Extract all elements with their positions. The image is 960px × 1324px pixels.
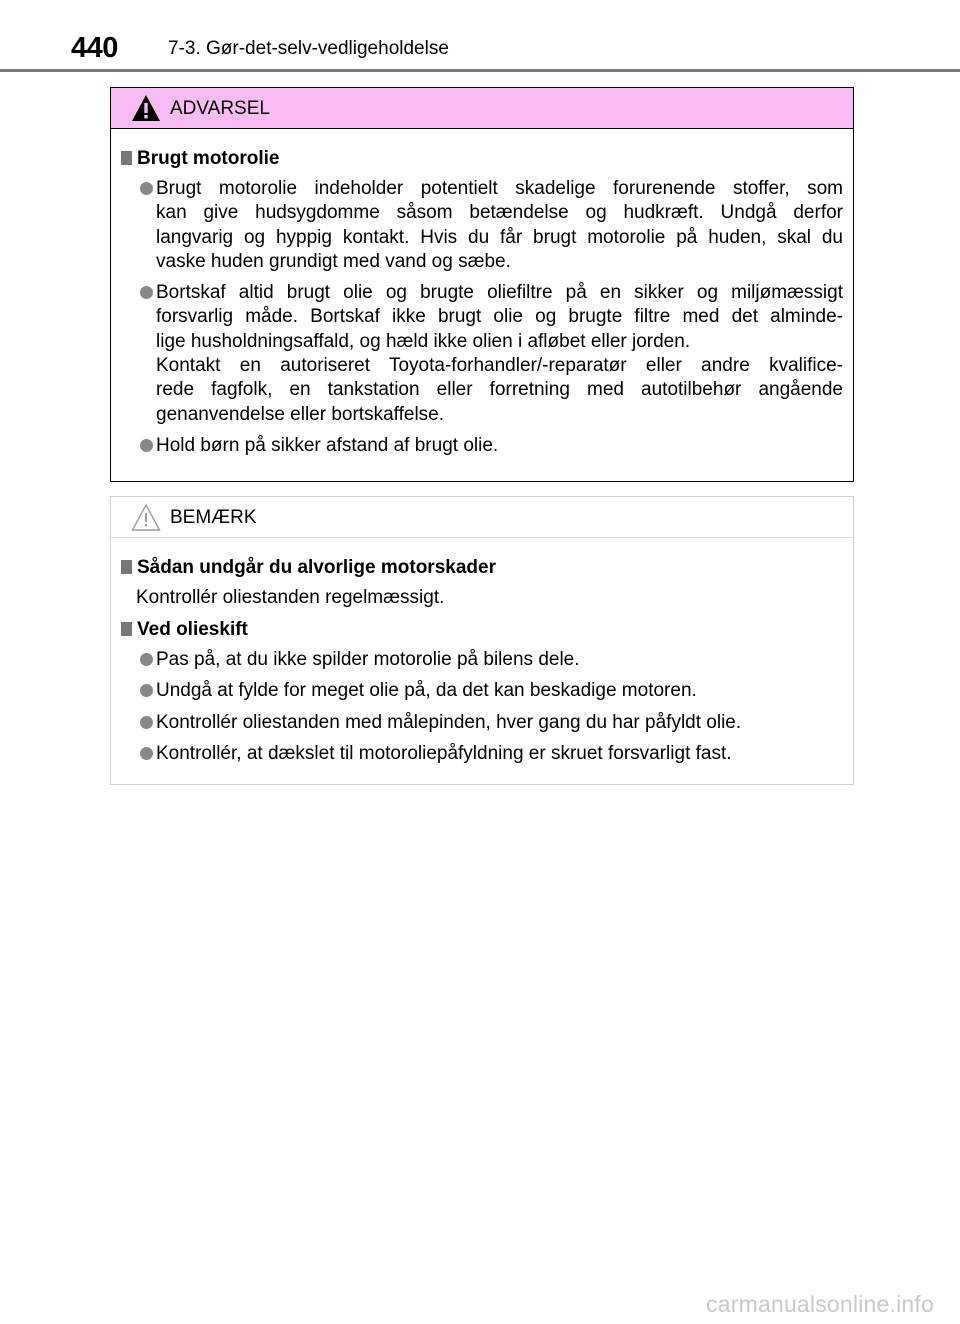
- circle-bullet-icon: [140, 684, 153, 697]
- text-line: Pas på, at du ikke spilder motorolie på bilens dele.: [156, 649, 580, 670]
- warning-heading: [121, 147, 843, 171]
- text-line: vaske huden grundigt med vand og sæbe.: [156, 250, 511, 272]
- header-rule: [0, 69, 960, 72]
- circle-bullet-icon: [140, 747, 153, 760]
- warning-body: [111, 129, 853, 458]
- notice-bullet: [121, 648, 843, 672]
- notice-box: [110, 496, 854, 785]
- notice-bullet: [121, 679, 843, 703]
- text-line: genanvendelse eller bortskaffelse.: [156, 403, 445, 425]
- text-line: langvarig og hyppig kontakt. Hvis du får brugt motorolie på huden, skal du: [156, 226, 843, 248]
- square-bullet-icon: [121, 622, 132, 636]
- warning-box: [110, 87, 854, 482]
- warning-heading-text: Brugt motorolie: [137, 148, 280, 169]
- text-line: Brugt motorolie indeholder potentielt skadelige forurenende stoffer, som: [156, 178, 843, 199]
- notice-label: BEMÆRK: [170, 507, 257, 528]
- text-line: forsvarlig måde. Bortskaf ikke brugt olie og brugte filtre med det alminde-: [156, 306, 843, 328]
- caution-outline-triangle-icon: [131, 503, 161, 531]
- notice-body: [111, 538, 853, 766]
- text-line: lige husholdningsaffald, og hæld ikke olien i afløbet eller jorden.: [156, 330, 691, 352]
- warning-bullet: [121, 434, 843, 458]
- notice-heading-text: Sådan undgår du alvorlige motorskader: [137, 557, 496, 578]
- text-line: Kontrollér, at dækslet til motoroliepåfyldning er skruet forsvarligt fast.: [156, 742, 732, 764]
- notice-heading-text: Ved olieskift: [137, 619, 248, 640]
- circle-bullet-icon: [140, 716, 153, 729]
- notice-header: [111, 497, 853, 538]
- warning-bullet: [121, 281, 843, 427]
- page-header: [0, 0, 960, 72]
- notice-bullet: [121, 742, 843, 766]
- notice-text: Kontrollér oliestanden regelmæssigt.: [136, 587, 445, 608]
- text-line: kan give hudsygdomme såsom betændelse og hudkræft. Undgå derfor: [156, 202, 843, 224]
- circle-bullet-icon: [140, 286, 153, 299]
- watermark: carmanualsonline.info: [706, 1291, 934, 1317]
- section-title: 7-3. Gør-det-selv-vedligeholdelse: [168, 38, 449, 59]
- square-bullet-icon: [121, 560, 132, 574]
- warning-header: [111, 88, 853, 129]
- notice-heading: [121, 618, 843, 642]
- notice-heading: [121, 556, 843, 580]
- text-line: Bortskaf altid brugt olie og brugte oliefiltre på en sikker og miljømæssigt: [156, 282, 843, 304]
- notice-bullet: [121, 711, 843, 735]
- circle-bullet-icon: [140, 439, 153, 452]
- text-line: Undgå at fylde for meget olie på, da det kan beskadige motoren.: [156, 680, 697, 702]
- text-line: rede fagfolk, en tankstation eller forretning med autotilbehør angående: [156, 379, 843, 401]
- text-line: Hold børn på sikker afstand af brugt olie.: [156, 434, 499, 456]
- text-line: Kontakt en autoriseret Toyota-forhandler/-reparatør eller andre kvalifice-: [156, 355, 843, 377]
- circle-bullet-icon: [140, 653, 153, 666]
- page-number: 440: [71, 32, 118, 64]
- warning-bullet: [121, 177, 843, 274]
- warning-label: ADVARSEL: [170, 98, 270, 119]
- square-bullet-icon: [121, 151, 132, 165]
- warning-triangle-icon: [131, 94, 161, 122]
- text-line: Kontrollér oliestanden med målepinden, hver gang du har påfyldt olie.: [156, 711, 742, 733]
- circle-bullet-icon: [140, 182, 153, 195]
